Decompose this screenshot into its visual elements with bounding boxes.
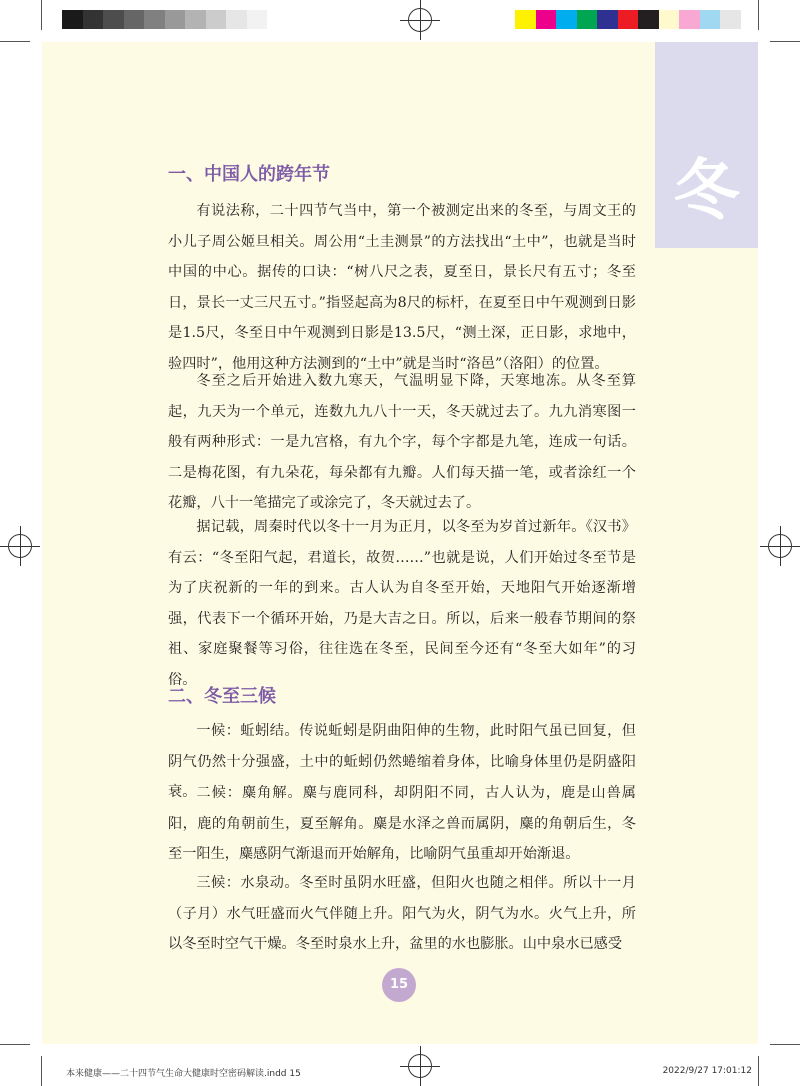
crop-mark [770,41,800,42]
crop-mark [0,1044,30,1045]
paragraph: 冬至之后开始进入数九寒天，气温明显下降，天寒地冻。从冬至算起，九天为一个单元，连数九九八十一天，冬天就过去了。九九消寒图一般有两种形式：一是九宫格，有九个字，每个字都是九笔，连成一句话。二是梅花图，有九朵花，每朵都有九瓣。人们每天描一笔，或者涂红一个花瓣，八十一笔描完了或涂完了，冬天就过去了。 [168,373,636,512]
page-number: 15 [382,968,416,1002]
color-calibration-bar [515,10,741,29]
color-swatch [144,10,165,29]
section-heading: 二、冬至三候 [168,686,276,707]
paragraph: 二候：麋角解。麋与鹿同科，却阴阳不同，古人认为，鹿是山兽属阳，鹿的角朝前生，夏至解角。麋是水泽之兽而属阴，麋的角朝后生，冬至一阳生，麋感阴气渐退而开始解角，比喻阴气虽重却开始渐退。 [168,785,636,863]
color-swatch [720,10,741,29]
color-swatch [185,10,206,29]
color-swatch [618,10,639,29]
color-swatch [700,10,721,29]
crop-mark [758,1056,759,1086]
paragraph: 一候：蚯蚓结。传说蚯蚓是阴曲阳伸的生物，此时阳气虽已回复，但阴气仍然十分强盛，土中的蚯蚓仍然蜷缩着身体，比喻身体里仍是阴盛阳衰。 [168,723,636,801]
color-swatch [165,10,186,29]
color-swatch [515,10,536,29]
color-swatch [83,10,104,29]
season-label: 冬 [673,151,740,229]
registration-mark-top [400,0,440,40]
color-swatch [638,10,659,29]
color-swatch [536,10,557,29]
color-swatch [556,10,577,29]
crop-mark [758,0,759,30]
paragraph: 三候：水泉动。冬至时虽阴水旺盛，但阳火也随之相伴。所以十一月（子月）水气旺盛而火气伴随上升。阳气为火，阴气为水。火气上升，所以冬至时空气干燥。冬至时泉水上升，盆里的水也膨胀。山中泉水已感受 [168,875,636,953]
color-swatch [62,10,83,29]
color-swatch [226,10,247,29]
section-heading: 一、中国人的跨年节 [168,164,330,185]
color-swatch [247,10,268,29]
registration-mark-right [760,526,800,566]
crop-mark [41,1056,42,1086]
paragraph: 据记载，周秦时代以冬十一月为正月，以冬至为岁首过新年。《汉书》有云：“冬至阳气起，君道长，故贺……”也就是说，人们开始过冬至节是为了庆祝新的一年的到来。古人认为自冬至开始，天地阳气开始逐渐增强，代表下一个循环开始，乃是大吉之日。所以，后来一般春节期间的祭祖、家庭聚餐等习俗，往往选在冬至，民间至今还有“冬至大如年”的习俗。 [168,519,636,688]
footer-file-name: 本来健康——二十四节气生命大健康时空密码解读.indd 15 [66,1069,301,1079]
paragraph: 有说法称，二十四节气当中，第一个被测定出来的冬至，与周文王的小儿子周公姬旦相关。周公用“土圭测景”的方法找出“土中”，也就是当时中国的中心。据传的口诀：“树八尺之表，夏至日，景长尺有五寸；冬至日，景长一丈三尺五寸。”指竖起高为8尺的标杆，在夏至日中午观测到日影是1.5尺，冬至日中午观测到日影是13.5尺，“测土深，正日影，求地中，验四时”，他用这种方法测到的“土中”就是当时“洛邑”（洛阳）的位置。 [168,203,636,372]
footer-timestamp: 2022/9/27 17:01:12 [662,1066,752,1076]
crop-mark [0,41,30,42]
crop-mark [41,0,42,30]
color-swatch [103,10,124,29]
color-swatch [206,10,227,29]
color-swatch [679,10,700,29]
season-tab [655,42,758,248]
color-swatch [124,10,145,29]
crop-mark [770,1044,800,1045]
registration-mark-left [0,526,40,566]
color-swatch [577,10,598,29]
registration-mark-bottom [400,1046,440,1086]
color-swatch [659,10,680,29]
grayscale-calibration-bar [62,10,267,29]
color-swatch [597,10,618,29]
